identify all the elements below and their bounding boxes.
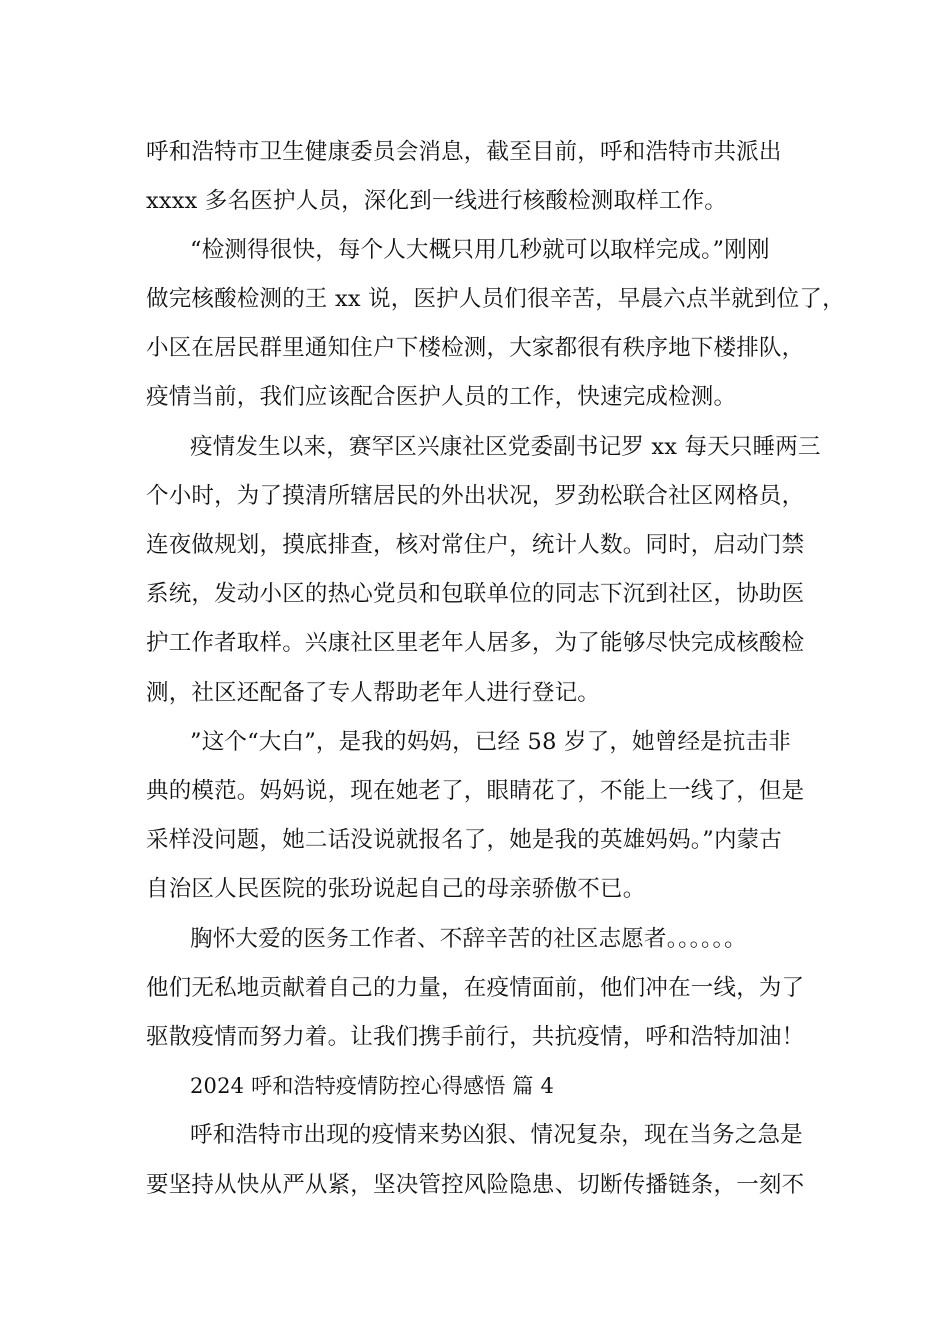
text-line: 典的模范。妈妈说，现在她老了，眼睛花了，不能上一线了，但是 <box>146 778 805 804</box>
text-line: 他们无私地贡献着自己的力量，在疫情面前，他们冲在一线，为了 <box>146 975 805 1001</box>
text-line: 护工作者取样。兴康社区里老年人居多，为了能够尽快完成核酸检 <box>146 630 805 656</box>
text-line: 疫情当前，我们应该配合医护人员的工作，快速完成检测。 <box>146 384 737 410</box>
text-line: 个小时，为了摸清所辖居民的外出状况，罗劲松联合社区网格员， <box>146 483 805 509</box>
text-line: 自治区人民医院的张玢说起自己的母亲骄傲不已。 <box>146 876 646 902</box>
text-line: 呼和浩特市卫生健康委员会消息，截至目前，呼和浩特市共派出 <box>146 139 782 165</box>
text-line: 要坚持从快从严从紧，坚决管控风险隐患、切断传播链条，一刻不 <box>146 1172 805 1198</box>
text-line: 呼和浩特市出现的疫情来势凶狠、情况复杂，现在当务之急是 <box>190 1122 803 1148</box>
text-line: 胸怀大爱的医务工作者、不辞辛苦的社区志愿者。。。。。。 <box>190 926 747 952</box>
text-line: 疫情发生以来，赛罕区兴康社区党委副书记罗 xx 每天只睡两三 <box>190 434 821 460</box>
text-line: 做完核酸检测的王 xx 说，医护人员们很辛苦，早晨六点半就到位了， <box>146 286 845 312</box>
text-line: 连夜做规划，摸底排查，核对常住户，统计人数。同时，启动门禁 <box>146 532 805 558</box>
text-line: 系统，发动小区的热心党员和包联单位的同志下沉到社区，协助医 <box>146 581 805 607</box>
text-line: xxxx 多名医护人员，深化到一线进行核酸检测取样工作。 <box>146 188 728 214</box>
text-line: 测，社区还配备了专人帮助老年人进行登记。 <box>146 680 601 706</box>
text-line: 采样没问题，她二话没说就报名了，她是我的英雄妈妈。”内蒙古 <box>146 827 783 853</box>
text-line: 小区在居民群里通知住户下楼检测，大家都很有秩序地下楼排队， <box>146 335 805 361</box>
text-line: ”这个“大白”，是我的妈妈，已经 58 岁了，她曾经是抗击非 <box>190 729 791 755</box>
text-line: 驱散疫情而努力着。让我们携手前行，共抗疫情，呼和浩特加油！ <box>146 1024 805 1050</box>
section-heading: 2024 呼和浩特疫情防控心得感悟 篇 4 <box>190 1074 555 1098</box>
text-line: “检测得很快，每个人大概只用几秒就可以取样完成。”刚刚 <box>190 237 770 263</box>
